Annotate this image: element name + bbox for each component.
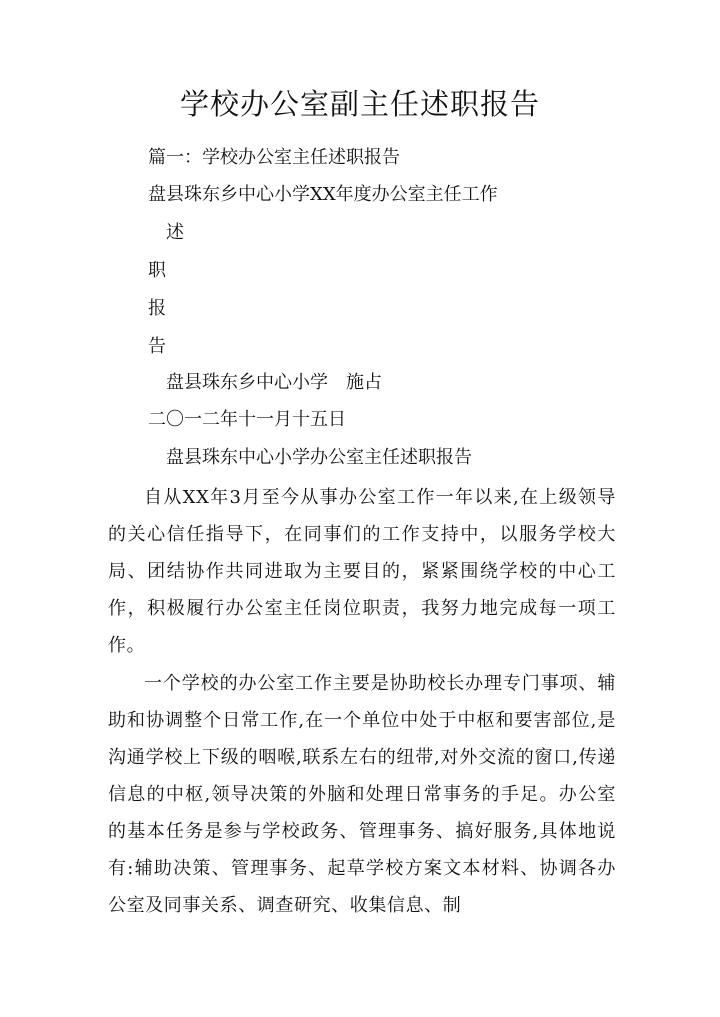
vertical-char-3: 报 — [148, 298, 166, 319]
paragraph-1: 自从XX年3月至今从事办公室工作一年以来,在上级领导的关心信任指导下，在同事们的工作支持中，以服务学校大局、团结协作共同进取为主要目的，紧紧围绕学校的中心工作，积极履行办公室主任岗位职责，我努力地完成每一项工作。 — [108, 487, 616, 656]
paragraph-2: 一个学校的办公室工作主要是协助校长办理专门事项、辅助和协调整个日常工作,在一个单位中处于中枢和要害部位,是沟通学校上下级的咽喉,联系左右的纽带,对外交流的窗口,传递信息的中枢,领导决策的外脑和处理日常事务的手足。办公室的基本任务是参与学校政务、管理事务、搞好服务,具体地说有:辅助决策、管理事务、起草学校方案文本材料、协调各办公室及同事关系、调查研究、收集信息、制 — [108, 673, 616, 916]
section-heading: 篇一：学校办公室主任述职报告 — [148, 147, 400, 168]
author-line: 盘县珠东乡中心小学 施占 — [166, 372, 382, 393]
vertical-char-4: 告 — [148, 336, 166, 357]
report-title: 盘县珠东中心小学办公室主任述职报告 — [166, 447, 472, 468]
subheading: 盘县珠东乡中心小学XX年度办公室主任工作 — [148, 184, 498, 205]
date-line: 二〇一二年十一月十五日 — [148, 409, 346, 430]
vertical-char-2: 职 — [148, 260, 166, 281]
document-title: 学校办公室副主任述职报告 — [179, 87, 540, 121]
vertical-char-1: 述 — [166, 222, 184, 243]
